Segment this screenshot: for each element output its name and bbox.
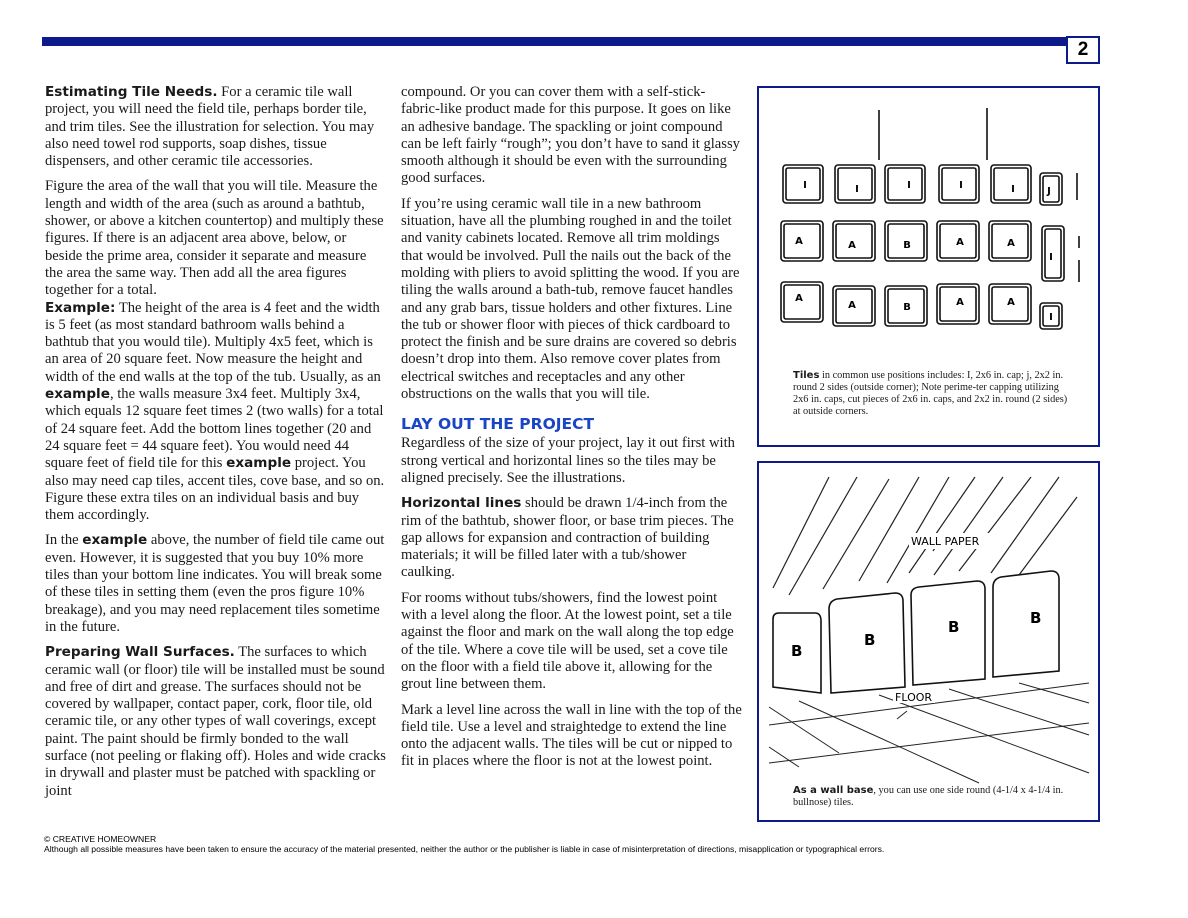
tile-label: I	[907, 180, 911, 191]
wallpaper-hatch	[991, 477, 1059, 573]
paragraph-text: The surfaces to which ceramic wall (or floor) tile will be installed must be sound and free of dirt and grease. The surfaces should not be covered by wallpaper, contact paper, cork, floor tile, old ceramic tile, or any other types of wall coverings, except paint. The paint should be firmly bonded to the wall surface (not peeling or flaking off). Holes and wide cracks in drywall and plaster must be patched with spackling or joint	[45, 644, 386, 799]
paragraph-new-bathroom: If you’re using ceramic wall tile in a new bathroom situation, have all the plumbing roughed in and the toilet and vanity cabinets located. Remove all trim moldings that would be involved. Pull the nails out the back of the molding with pliers to avoid splitting the wood. If you are tiling the walls around a bath-tub, remove faucet handles and any grab bars, tissue holders and other fixtures. Line the tub or shower floor with pieces of thick cardboard to protect the finish and be sure drains are covered so debris doesn’t drop into them. Also remove cover plates from electrical switches and receptacles and any other obstructions on the walls that you will tile.	[401, 195, 740, 403]
paragraph-text: For a ceramic tile wall project, you will need the field tile, perhaps border tile, and trim tiles. See the illustration for selection. You may also need towel rod supports, soap dishes, tissue dispensers, and other ceramic tile accessories.	[45, 84, 375, 170]
wall-base-illustration	[759, 463, 1098, 820]
caption-text: , you can use one side round (4-1/4 x 4-1/4 in. bullnose) tiles.	[793, 785, 1064, 808]
tile-label: I	[803, 180, 807, 191]
floor-grout-line	[949, 689, 1089, 735]
wallpaper-hatch	[909, 477, 975, 573]
tile-label: A	[795, 236, 803, 247]
section-lead-estimating: Estimating Tile Needs.	[45, 84, 218, 100]
caption-text: in common use positions includes: I, 2x6 in. cap; j, 2x2 in. round 2 sides (outside corner); Note perime-ter capping utilizing 2x6 in. caps, cut pieces of 2x6 in. caps, and 2x2 in. round (2 sides) at outside corners.	[793, 370, 1068, 417]
tile-label: I	[959, 180, 963, 191]
figure-wall-base	[757, 461, 1100, 822]
tile-label: A	[848, 300, 856, 311]
paragraph-horizontal-lines	[401, 495, 743, 581]
wallpaper-hatch	[823, 479, 889, 589]
paragraph-text: project. You also may need cap tiles, accent tiles, cove base, and so on. Figure these extra tiles on an individual basis and buy them accordingly.	[45, 455, 385, 524]
floor-label: FLOOR	[895, 691, 933, 704]
paragraph-level-line: Mark a level line across the wall in line with the top of the field tile. Use a level and straightedge to extend the line onto the adjacent walls. The tiles will be cut or nipped to fit in places where the floor is not at the lowest point.	[401, 701, 742, 770]
keyword-example: example	[45, 386, 110, 403]
paragraph-estimating	[45, 84, 387, 170]
paragraph-no-tub: For rooms without tubs/showers, find the lowest point with a level along the floor. At the lowest point, set a tile against the floor and mark on the wall along the top edge of the tile. Where a cove tile will be used, set a cove tile on the floor with a field tile above it, allowing for the grout line between them.	[401, 589, 734, 693]
wallpaper-hatch	[934, 477, 1003, 575]
tile-label: B	[948, 618, 960, 636]
text-column-middle	[401, 84, 743, 779]
wall-paper-label: WALL PAPER	[911, 535, 980, 548]
floor-grout-line	[799, 701, 979, 783]
tile-inner-edge	[888, 168, 922, 200]
tile-label: I	[1011, 184, 1015, 195]
floor-grout-line	[769, 747, 799, 767]
keyword-example: example	[226, 455, 292, 472]
paragraph-text: above, the number of field tile came out even. However, it is suggested that you buy 10% more tiles than your bottom line indicates. You will break some of these tiles in setting them (even the pros figure 10% breakage), and you may need replacement tiles sometime in the future.	[45, 532, 385, 635]
tile-label: A	[1007, 238, 1015, 249]
tile-grid	[781, 165, 1064, 329]
tile-label: A	[848, 240, 856, 251]
tile-label: J	[1047, 186, 1051, 197]
tile-inner-edge	[1043, 176, 1059, 202]
floor-grout-line	[1019, 683, 1089, 703]
text-column-left	[45, 84, 387, 808]
tile-label: B	[791, 642, 803, 660]
page-number: 2	[1066, 36, 1100, 64]
caption-bold: Tiles	[793, 370, 820, 381]
caption-bold: As a wall base	[793, 785, 874, 796]
paragraph-compound: compound. Or you can cover them with a self-stick-fabric-like product made for this purpose. It goes on like an adhesive bandage. The spackling or joint compound can be left fairly “rough”; you don’t have to sand it glassy smooth although it should be even with the surrounding good surfaces.	[401, 84, 740, 187]
tile-label: A	[956, 297, 964, 308]
figure-caption-tiles	[793, 370, 1073, 418]
disclaimer: Although all possible measures have been taken to ensure the accuracy of the material presented, neither the author or the publisher is liable in case of misinterpretation of directions, misapplication or typographical errors.	[44, 844, 885, 854]
wallpaper-hatch	[773, 477, 829, 588]
tile-label: B	[903, 302, 911, 313]
paragraph-preparing	[45, 644, 387, 800]
tile-label: A	[956, 237, 964, 248]
keyword-example: Example:	[45, 299, 116, 316]
copyright: © CREATIVE HOMEOWNER	[44, 834, 157, 844]
tile-label: I	[855, 184, 859, 195]
paragraph-text: The height of the area is 4 feet and the width is 5 feet (as most standard bathroom walls behind a bathtub that you would tile). Multiply 4x5 feet, which is an area of 20 square feet. Now measure the height and width of the end walls at the top of the tub. Usually, as an	[45, 299, 381, 385]
keyword-horizontal-lines: Horizontal lines	[401, 495, 522, 512]
tile-label: B	[1030, 609, 1042, 627]
floor-grout-line	[879, 695, 1089, 773]
tile-label: B	[903, 240, 911, 251]
wallpaper-hatch	[1019, 497, 1077, 575]
tile-inner-edge	[1045, 229, 1061, 278]
paragraph-figure-area	[45, 178, 387, 524]
footer	[44, 834, 884, 854]
floor-grout-line	[769, 723, 1089, 763]
tile-label: I	[1049, 252, 1053, 263]
tile-label: A	[795, 293, 803, 304]
tile-label: A	[1007, 297, 1015, 308]
paragraph-layout: Regardless of the size of your project, lay it out first with strong vertical and horizontal lines so the tiles may be aligned precisely. See the illustrations.	[401, 435, 735, 486]
paragraph-text: Figure the area of the wall that you will tile. Measure the length and width of the area (such as around a bathtub, shower, or above a kitchen countertop) and multiply these figures. If there is an adjacent area above, below, or beside the prime area, consider it separate and measure the area the same way. Then add all the area figures together for a total.	[45, 178, 384, 299]
paragraph-extra-tiles	[45, 532, 387, 636]
section-lead-preparing: Preparing Wall Surfaces.	[45, 644, 235, 661]
figure-caption-wall-base	[793, 785, 1073, 809]
section-heading-layout: LAY OUT THE PROJECT	[401, 415, 595, 434]
bullnose-tile	[993, 571, 1059, 677]
figure-trim-tiles	[757, 86, 1100, 447]
keyword-example: example	[82, 532, 148, 549]
paragraph-text: should be drawn 1/4-inch from the rim of the bathtub, shower floor, or base trim pieces. The gap allows for expansion and contraction of building materials; it will be filled later with a tub/shower caulking.	[401, 495, 734, 581]
tile-label: B	[864, 631, 876, 649]
paragraph-text: In the	[45, 532, 83, 549]
paragraph-text: , the walls measure 3x4 feet. Multiply 3x4, which equals 12 square feet times 2 (two walls) for a total of 24 square feet. Add the bottom lines together (20 and 24 square feet = 44 square feet). You would need 44 square feet of field tile for this	[45, 386, 384, 472]
top-rule	[42, 37, 1066, 46]
label-leader	[897, 711, 907, 719]
tile-label: I	[1049, 312, 1053, 323]
wallpaper-hatch	[859, 477, 919, 581]
